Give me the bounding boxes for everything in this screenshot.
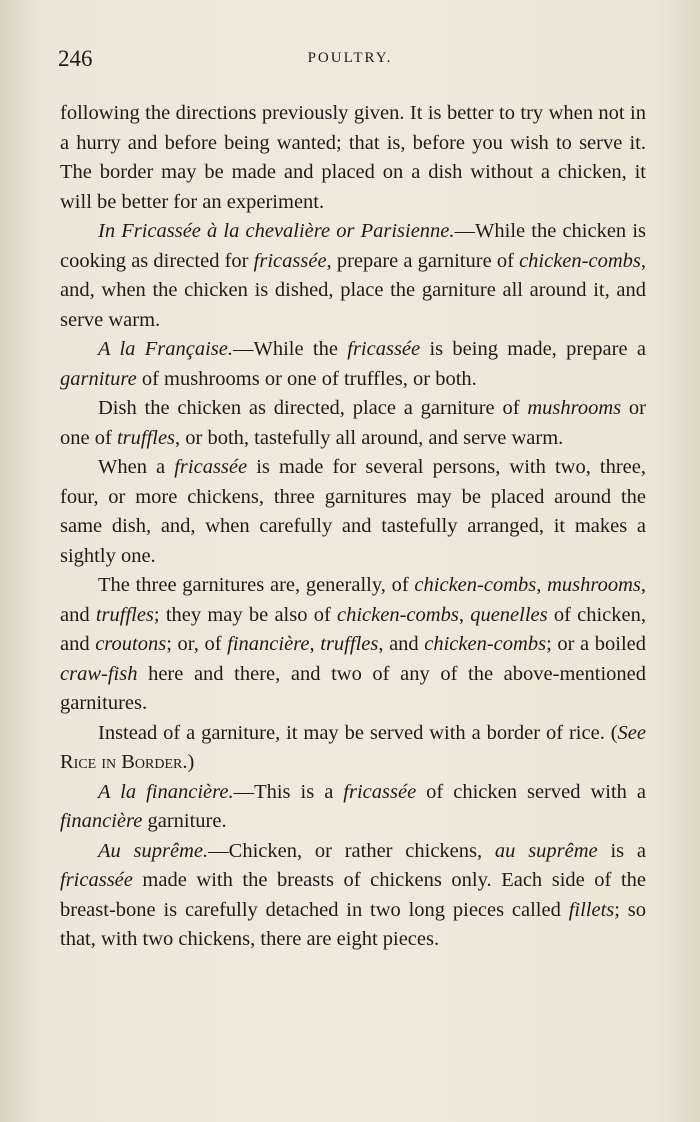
- italic-term: truffles: [116, 426, 176, 449]
- paragraph-financiere: [60, 778, 646, 837]
- text-run: ): [187, 751, 195, 773]
- paragraph-chevaliere: [60, 217, 646, 335]
- italic-term: truffles: [320, 633, 379, 655]
- italic-term: fillets: [568, 898, 615, 921]
- italic-term: financière: [60, 810, 143, 832]
- paragraph-three-garnitures: [60, 571, 646, 719]
- italic-term: mushrooms: [527, 397, 622, 419]
- text-run: , or both, tastefully all around, and serve warm.: [175, 426, 564, 449]
- paragraph-dish: [60, 394, 646, 453]
- recipe-heading: A la Française.: [98, 338, 233, 360]
- italic-term: fricassée: [343, 780, 417, 803]
- italic-term: fricassée: [174, 456, 248, 478]
- text-run: , prepare a garniture of: [326, 249, 520, 272]
- text-run: ; or a boiled: [546, 633, 646, 655]
- text-run: Instead of a garniture, it may be served with a border of rice. (: [98, 721, 618, 744]
- italic-term: financière: [227, 633, 310, 655]
- italic-term: truffles: [95, 603, 154, 626]
- paragraph-francaise: [60, 335, 646, 394]
- running-head: [58, 46, 642, 76]
- text-run: ,: [536, 574, 548, 596]
- italic-term: croutons: [95, 633, 167, 655]
- body-text: [60, 99, 646, 955]
- text-run: of chicken, and: [60, 603, 647, 655]
- text-run: of mushrooms or one of truffles, or both.: [136, 367, 477, 390]
- italic-term: fricassée: [253, 249, 327, 272]
- italic-term: fricassée: [347, 338, 421, 360]
- text-run: is a: [597, 839, 646, 862]
- italic-term: mushrooms: [547, 574, 641, 596]
- italic-term: craw-fish: [60, 662, 138, 685]
- text-run: ,: [458, 603, 471, 626]
- text-run: ; they may be also of: [153, 603, 338, 626]
- italic-term: chicken-combs: [414, 574, 537, 596]
- text-run: —Chicken, or rather chickens,: [208, 839, 495, 862]
- italic-term: chicken-combs: [337, 603, 459, 626]
- italic-term: quenelles: [470, 603, 548, 626]
- section-title: POULTRY.: [307, 50, 393, 66]
- page-number: 246: [58, 46, 93, 71]
- paragraph-supreme: [60, 837, 646, 955]
- italic-term: garniture: [60, 367, 137, 390]
- italic-term: See: [617, 721, 646, 744]
- text-run: ,: [309, 633, 321, 655]
- text-run: , and: [378, 633, 425, 655]
- text-run: —This is a: [233, 780, 344, 803]
- text-run: ; so that, with two chickens, there are eight pieces.: [60, 898, 646, 950]
- italic-term: au suprême: [494, 839, 598, 862]
- italic-term: chicken-combs: [424, 633, 547, 655]
- text-run: garniture.: [142, 810, 227, 832]
- text-run: When a: [98, 456, 175, 478]
- text-run: or one of: [60, 397, 647, 449]
- text-run: here and there, and two of any of the above-mentioned garnitures.: [60, 662, 646, 714]
- text-run: of chicken served with a: [416, 780, 647, 803]
- text-run: —While the chicken is cooking as directed for: [60, 220, 646, 272]
- paragraph-several-persons: [60, 453, 646, 571]
- text-run: ; or, of: [166, 633, 228, 655]
- text-run: is made for several persons, with two, three, four, or more chickens, three garnitures may be placed around the same dish, and, when carefully and tastefully arranged, it makes a sightly one.: [60, 456, 646, 567]
- text-run: , and, when the chicken is dished, place the garniture all around it, and serve warm.: [60, 249, 646, 331]
- paragraph-continued: [60, 99, 646, 217]
- cross-reference: Rice in Border.: [60, 751, 188, 773]
- text-run: The three garnitures are, generally, of: [98, 574, 415, 596]
- text-run: made with the breasts of chickens only. Each side of the breast-bone is carefully detached in two long pieces called: [60, 869, 646, 921]
- paragraph-rice-border: [60, 719, 646, 778]
- text-run: following the directions previously given. It is better to try when not in a hurry and before being wanted; that is, before you wish to serve it. The border may be made and placed on a dish without a chicken, it will be better for an experiment.: [60, 102, 646, 213]
- recipe-heading: In Fricassée à la chevalière or Parisienne.: [98, 220, 455, 242]
- text-run: —While the: [232, 338, 348, 360]
- text-run: Dish the chicken as directed, place a garniture of: [98, 397, 528, 419]
- text-run: is being made, prepare a: [420, 338, 646, 360]
- italic-term: chicken-combs: [519, 249, 641, 272]
- text-run: , and: [60, 574, 646, 626]
- italic-term: fricassée: [60, 869, 133, 891]
- recipe-heading: A la financière.: [98, 780, 234, 803]
- recipe-heading: Au suprême.: [98, 839, 209, 862]
